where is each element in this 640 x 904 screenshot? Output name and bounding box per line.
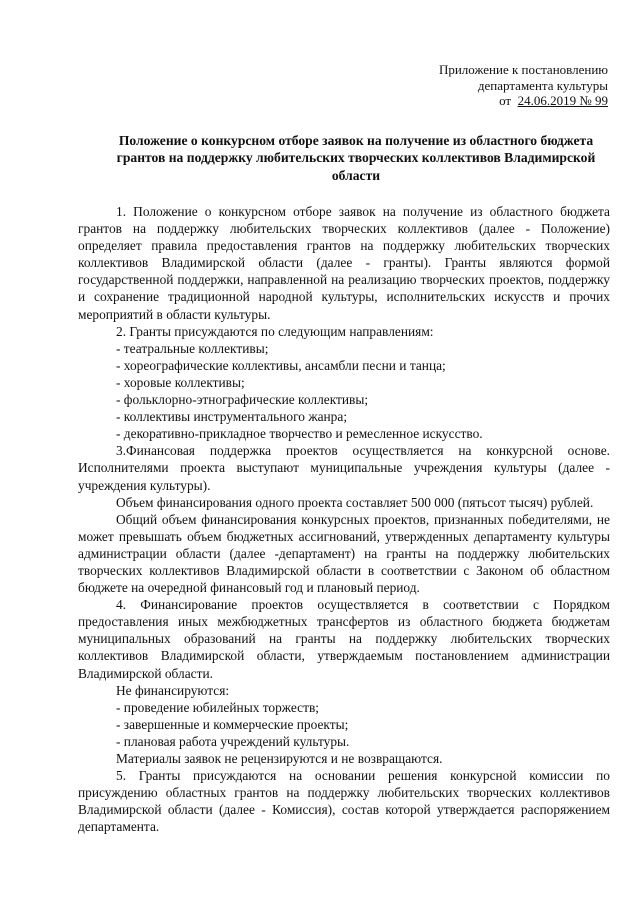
annex-from: от	[499, 93, 512, 108]
annex-line-1: Приложение к постановлению	[438, 62, 608, 77]
paragraph-1: 1. Положение о конкурсном отборе заявок на получение из областного бюджета грантов на поддержку любительских творческих коллективов (далее - Положение) определяет правила предоставления грантов на поддержку любительских творческих коллективов Владимирской области (далее - гранты). Гранты являются формой государственной поддержки, направленной на реализацию творческих проектов, поддержку и сохранение традиционной народной культуры, исполнительских искусств и прочих мероприятий в области культуры.	[78, 204, 610, 322]
paragraph-3: 3.Финансовая поддержка проектов осуществляется на конкурсной основе. Исполнителями проекта выступают муниципальные учреждения культуры (далее - учреждения культуры).	[78, 443, 610, 493]
paragraph-5: Общий объем финансирования конкурсных проектов, признанных победителями, не может превышать объем бюджетных ассигнований, утвержденных департаменту культуры администрации области (далее -департамент) на гранты на поддержку любительских творческих коллективов Владимирской области в соответствии с Законом об областном бюджете на очередной финансовый год и плановый период.	[78, 511, 610, 596]
annex-header	[78, 62, 608, 109]
paragraph-9: 5. Гранты присуждаются на основании решения конкурсной комиссии по присуждению областных грантов на поддержку любительских творческих коллективов Владимирской области (далее - Комиссия), состав которой утверждается распоряжением департамента.	[78, 768, 610, 835]
list-item: - коллективы инструментального жанра;	[116, 409, 348, 425]
list-item: - проведение юбилейных торжеств;	[116, 699, 319, 715]
paragraph-8: Материалы заявок не рецензируются и не возвращаются.	[116, 751, 443, 766]
list-item: - декоративно-прикладное творчество и ремесленное искусство.	[116, 426, 483, 442]
annex-line-3	[78, 93, 608, 109]
list-item: - фольклорно-этнографические коллективы;	[116, 392, 369, 408]
list-item: - хоровые коллективы;	[116, 374, 245, 390]
document-title: Положение о конкурсном отборе заявок на получение из областного бюджета грантов на поддержку любительских творческих коллективов Владимирской области	[116, 132, 596, 183]
annex-date-number: 24.06.2019 № 99	[517, 93, 608, 108]
paragraph-6: 4. Финансирование проектов осуществляется в соответствии с Порядком предоставления иных межбюджетных трансфертов из областного бюджета бюджетам муниципальных образований на гранты на поддержку любительских творческих коллективов Владимирской области, утверждаемым постановлением администрации Владимирской области.	[78, 597, 610, 681]
list-item: - хореографические коллективы, ансамбли песни и танца;	[116, 357, 446, 373]
annex-line-2: департамента культуры	[477, 77, 608, 93]
paragraph-7: Не финансируются:	[116, 682, 230, 698]
list-item: - плановая работа учреждений культуры.	[116, 733, 350, 749]
paragraph-2: 2. Гранты присуждаются по следующим направлениям:	[116, 323, 434, 339]
list-item: - завершенные и коммерческие проекты;	[116, 716, 349, 732]
paragraph-4: Объем финансирования одного проекта составляет 500 000 (пятьсот тысяч) рублей.	[116, 494, 594, 510]
list-item: - театральные коллективы;	[116, 340, 269, 356]
document-body	[78, 203, 610, 835]
